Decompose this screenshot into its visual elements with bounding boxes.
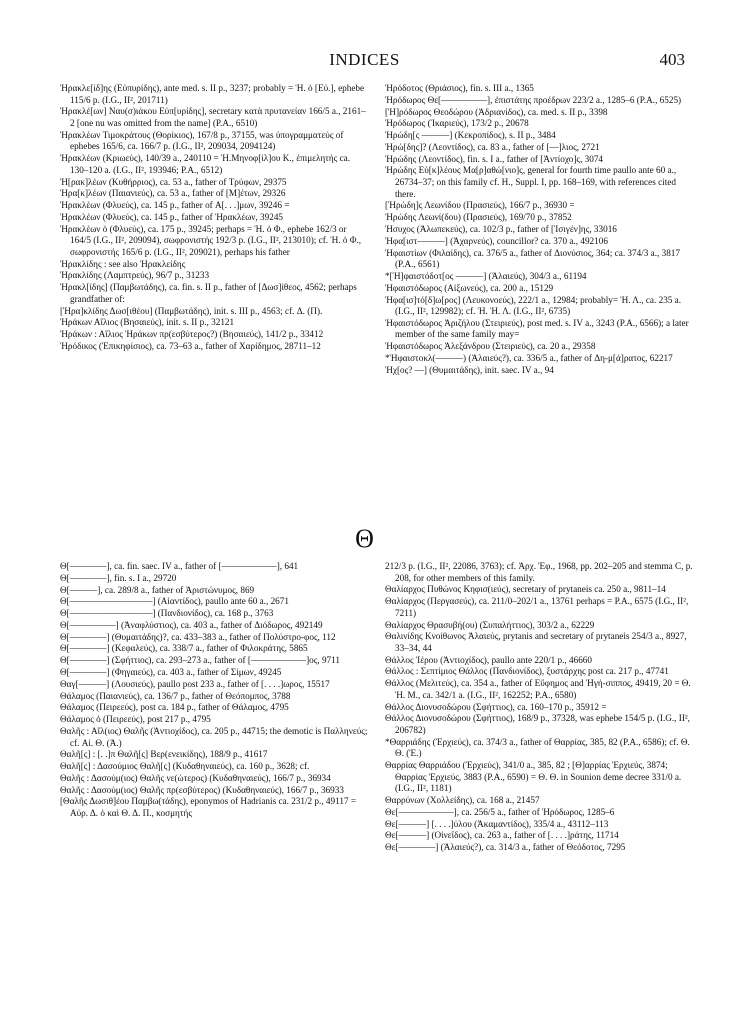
index-entry: Ἡ[ρακ]λέων (Κυθήρριος), ca. 53 a., father of Τρύφων, 29375 (60, 176, 287, 187)
index-entry: Ἡφα[ιστ———] (Ἀχαρνεύς), councillor? ca. 370 a., 492106 (385, 235, 608, 246)
index-entry: Θαλίαρχος Πυθώνος Κηφισ(ιεύς), secretary of prytaneis ca. 250 a., 9811–14 (385, 584, 666, 595)
index-entry: Ἡρόδοτος (Θριάσιος), fin. s. III a., 1365 (385, 83, 534, 93)
index-entry: Ἡρακλ[ίδης] (Παμβωτάδης), ca. fin. s. II p., father of [Δωσ]ίθεος, 4562; perhaps grandfather of: (60, 282, 357, 304)
index-entry: Ἡρακλίδης (Λαμπτρεύς), 96/7 p., 31233 (60, 270, 210, 281)
index-entry: Ἡρώ[δης]? (Λεοντίδος), ca. 83 a., father of [—]λιος, 2721 (385, 141, 600, 152)
index-entry: [Ἡρώδη]ς Λεωνίδου (Πρασιεύς), 166/7 p., 36930 = (385, 200, 575, 211)
index-entry: Θαλίαρχος (Περγασεύς), ca. 211/0–202/1 a., 13761 perhaps = P.A., 6575 (I.G., II², 7211) (385, 596, 689, 618)
index-entry: Θε[————] (Ἁλαιεύς?), ca. 314/3 a., father of Θεόδοτος, 7295 (385, 842, 626, 853)
index-entry: Θάλλος Ἱέρου (Ἀντιοχίδος), paullo ante 220/1 p., 46660 (385, 654, 592, 665)
index-entry: *[Ἡ]φαιστόδοτ[ος ———] (Ἁλαιεύς), 304/3 a., 61194 (385, 270, 587, 281)
index-entry: Θάλλος : Σεπτίμιος Θάλλος (Πανδιονίδος), ξυστάρχης post ca. 217 p., 47741 (385, 666, 669, 677)
index-column-left-bottom (60, 561, 368, 820)
index-entry: Ἡχ[ος? —] (Θυμαιτάδης), init. saec. IV a., 94 (385, 364, 554, 375)
index-entry: *Θαρριάδης (Ἐρχιεύς), ca. 374/3 a., father of Θαρρίας, 385, 82 (P.A., 6586); cf. Θ. Θ. (Ἐ.) (385, 736, 690, 759)
index-entry: Ἡρώδη[ς ———] (Κεκροπίδος), s. II p., 3484 (385, 130, 556, 141)
index-entry: Ἡρακλέων Τιμοκράτους (Θορίκιος), 167/8 p., 37155, was ὑπογραμματεύς of ephebes 165/6, ca. 166/7 p. (I.G., II², 209034, 2094124) (60, 129, 344, 152)
index-entry: Θ[————], fin. s. I a., 29720 (60, 572, 177, 583)
index-entry: Ἡρώδης Εὐ[κ]λέους Μα[ρ]αθώ[νιο]ς, general for fourth time paullo ante 60 a., 26734–37; on this family cf. H., Suppl. I, pp. 168–169, with references cited there. (385, 165, 677, 199)
index-entry: Θαρρίας Θαρριάδου (Ἐρχιεύς), 341/0 a., 385, 82 ; [Θ]αρρίας Ἐρχιεύς, 3874; Θαρρίας Ἐρχιεύς, 3883 (P.A., 6590) = Θ. Θ. in Sounion deme decree 331/0 a. (I.G., II², 1181) (385, 760, 682, 794)
index-column-right-bottom (385, 561, 693, 854)
index-entry: Ἡρακλε[ίδ]ης (Εὐπυρίδης), ante med. s. II p., 3237; probably = Ἡ. ὁ [Εὐ.], ephebe 115/6 p. (I.G., II², 201711) (60, 83, 365, 105)
index-entry: Θε[———] [. . . .]ύλου (Ἀκαμαντίδος), 335/4 a., 43112–113 (385, 818, 609, 829)
index-entry: Θάλλος (Μελιτεύς), ca. 354 a., father of Εὔφημος and Ἡγή-σιππος, 49419, 20 = Θ. Ἡ. Μ., ca. 342/1 a. (I.G., II², 162252; P.A., 6580) (385, 678, 691, 700)
page-header (0, 50, 729, 72)
index-entry: Θαλῆς : Αἴλ(ιος) Θαλῆς (Ἀντιοχίδος), ca. 205 p., 44715; the demotic is Παλληνεύς; cf. Αἰ. Θ. (Ἀ.) (60, 725, 368, 748)
index-column-left-top (60, 83, 368, 353)
index-entry: [Ἡρα]κλίδης Δωσ[ιθέου] (Παμβωτάδης), init. s. III p., 4563; cf. Δ. (Π). (60, 305, 323, 316)
index-entry: Ἡρόδωρος Θε[—————], ἐπιστάτης προέδρων 223/2 a., 1285–6 (P.A., 6525) (385, 94, 682, 105)
index-entry: Ἡρακλέ[ων] Ναυ(σ)ιάκου Εὐπ[υρίδης], secretary κατὰ πρυτανείαν 166/5 a., 2161–2 [one nu was omitted from the name] (P.A., 6510) (60, 106, 366, 128)
index-entry: Ἡρώδης Λεωνί(δου) (Πρασιεύς), 169/70 p., 37852 (385, 212, 572, 223)
index-entry: Θ[———], ca. 289/8 a., father of Ἀριστώνυμος, 869 (60, 584, 255, 595)
index-entry: Ἡράκων : Αἴλιος Ἡράκων πρ(εσβύτερος?) (Βησαιεύς), 141/2 p., 33412 (60, 329, 324, 340)
index-entry: Θάλαμος (Πειρεεύς), post ca. 184 p., father of Θάλαμος, 4795 (60, 702, 289, 713)
running-title: INDICES (329, 50, 400, 69)
index-entry: Θαλῆ[ς] : [. .]π Θαλῆ[ς] Βερ(ενεικίδης), 188/9 p., 41617 (60, 749, 268, 760)
index-entry: Θαλίαρχος Θρασυβή(ου) (Συπαλήττιος), 303/2 a., 62229 (385, 619, 595, 630)
index-entry: Ἡράκων Αἴλιος (Βησαιεύς), init. s. II p., 32121 (60, 317, 235, 328)
index-entry: Θ[————] (Κεφαλεύς), ca. 338/7 a., father of Φιλοκράτης, 5865 (60, 643, 308, 654)
index-entry: Θ[—————————] (Αἰαντίδος), paullo ante 60 a., 2671 (60, 596, 289, 607)
index-entry: Θάλλος Διονυσοδώρου (Σφήττιος), 168/9 p., 37328, was ephebe 154/5 p. (I.G., II², 206782) (385, 713, 690, 735)
index-entry: Θ[————] (Σφήττιος), ca. 293–273 a., father of [——————]ος, 9711 (60, 655, 340, 666)
index-entry: Θ[————], ca. fin. saec. IV a., father of [——————], 641 (60, 561, 299, 571)
index-entry: Ἡσυχος (Ἀλωπεκεύς), ca. 102/3 p., father of [Ἰσιγέν]ης, 33016 (385, 224, 617, 234)
index-entry: Ἡφαιστόδωρος Ἀλεξάνδρου (Στειριεύς), ca. 20 a., 29358 (385, 341, 596, 352)
index-entry: Ἡρόδωρος (Ἰκαριεύς), 173/2 p., 20678 (385, 118, 529, 129)
index-entry: Θάλαμος ὁ (Πειρεεύς), post 217 p., 4795 (60, 714, 211, 725)
index-entry: Ἡρόδικος (Ἐπικηφίσιος), ca. 73–63 a., father of Χαρίδημος, 28711–12 (60, 340, 321, 351)
index-entry: Θαλῆς : Δασούμ(ιος) Θαλῆς πρ(εσβύτερος) (Κυδαθηναιεύς), 166/7 p., 36933 (60, 784, 344, 795)
index-entry: Θάλλος Διονυσοδώρου (Σφήττιος), ca. 160–170 p., 35912 = (385, 701, 607, 712)
index-entry: Θαρρύνων (Χολλείδης), ca. 168 a., 21457 (385, 795, 540, 806)
index-entry: Θε[———] (Οἰνεΐδος), ca. 263 a., father of [. . . .]ράτης, 11714 (385, 830, 619, 841)
index-entry: [Θαλῆς Δωσιθ]έου Παμβω(τάδης), eponymos of Hadrianis ca. 231/2 p., 49117 = Αὐρ. Δ. ὁ καὶ Θ. Δ. Π., κοσμητής (60, 796, 357, 819)
index-entry: Θαλινίδης Κνοίθωνος Ἁλαιεύς, prytanis and secretary of prytaneis 254/3 a., 8927, 33–34, 44 (385, 631, 687, 653)
index-entry: Θαλῆ[ς] : Δασούμιος Θαλῆ[ς] (Κυδαθηναιεύς), ca. 160 p., 3628; cf. (60, 761, 310, 772)
index-entry: Ἡφαιστόδωρος Ἀριζήλου (Στειριεύς), post med. s. IV a., 3243 (P.A., 6566); a later member of the same family may= (385, 317, 689, 340)
index-entry: Ἡρακλίδης : see also Ἡρακλείδης (60, 258, 186, 269)
index-entry: Ἡφαιστίων (Φιλαίδης), ca. 376/5 a., father of Διονύσιος, 364; ca. 374/3 a., 3817 (P.A., 6561) (385, 247, 680, 270)
index-column-right-top (385, 83, 693, 377)
index-entry: Ἡρώδης (Λεοντίδος), fin. s. I a., father of [Ἀντίοχο]ς, 3074 (385, 153, 604, 164)
index-entry: Θαγ[———] (Λουσιεύς), paullo post 233 a., father of [. . . .]ωρος, 15517 (60, 678, 330, 689)
index-entry: Θ[—————————] (Πανδιονίδος), ca. 168 p., 3763 (60, 608, 274, 619)
section-letter-heading: Θ (355, 524, 374, 553)
index-entry: 212/3 p. (I.G., II², 22086, 3763); cf. Ἀρχ. Ἐφ., 1968, pp. 202–205 and stemma C, p. 208, for other members of this family. (385, 561, 693, 583)
index-entry: Θ[————] (Φηγαιεύς), ca. 403 a., father of Σίμων, 49245 (60, 667, 282, 678)
index-entry: Θ[—————] (Ἀναφλύστιος), ca. 403 a., father of Διόδωρος, 492149 (60, 619, 323, 630)
index-entry: *Ἡφαιστοκλ(———) (Ἁλαιεύς?), ca. 336/5 a., father of Δη-μ[ά]ρατος, 62217 (385, 353, 673, 364)
index-entry: Θάλαμος (Παιανιεύς), ca. 136/7 p., father of Θεόπομπος, 3788 (60, 690, 291, 701)
index-entry: Ἡφα[ισ]τό[δ]ω[ρος] (Λευκονοεύς), 222/1 a., 12984; probably= Ἡ. Λ., ca. 235 a. (I.G., II², 129982); cf. Ἡ. Ἡ. Λ. (I.G., II², 6735) (385, 294, 682, 317)
index-entry: Θε[——————], ca. 256/5 a., father of Ἡρόδωρος, 1285–6 (385, 806, 615, 817)
index-entry: Ἡρακλέων ὁ (Φλυεύς), ca. 175 p., 39245; perhaps = Ἡ. ὁ Φ., ephebe 162/3 or 164/5 (I.G., II², 209094), σωφρονιστής 192/3 p. (I.G., II², 213010); cf. Ἡ. ὁ Φ., σωφρονιστής 165/6 p. (I.G., II², 209021), perhaps his father (60, 223, 362, 257)
index-entry: [Ἡ]ρόδωρος Θεοδώρου (Ἀδριανίδος), ca. med. s. II p., 3398 (385, 106, 608, 117)
index-entry: Ἡφαιστόδωρος (Αἰξωνεύς), ca. 200 a., 15129 (385, 282, 554, 293)
index-entry: Θ[————] (Θυμαιτάδης)?, ca. 433–383 a., father of Πολύστρο-φος, 112 (60, 631, 336, 642)
index-entry: Ἡρακλέων (Φλυεύς), ca. 145 p., father of Α[. . .]μων, 39246 = (60, 200, 290, 211)
index-entry: Θαλῆς : Δασούμ(ιος) Θαλῆς νε(ώτερος) (Κυδαθηναιεύς), 166/7 p., 36934 (60, 772, 331, 783)
index-entry: Ἡρακλέων (Κριωεύς), 140/39 a., 240110 = Ἡ.Μηνοφ[ίλ]ου Κ., ἐπιμελητής ca. 130–120 a. (I.G., II², 193946; P.A., 6512) (60, 153, 351, 175)
index-entry: Ἡρα[κ]λέων (Παιανιεύς), ca. 53 a., father of [Μ]έτων, 29326 (60, 188, 286, 199)
index-entry: Ἡρακλέων (Φλυεύς), ca. 145 p., father of Ἡρακλέων, 39245 (60, 211, 284, 222)
page-number: 403 (659, 50, 685, 69)
